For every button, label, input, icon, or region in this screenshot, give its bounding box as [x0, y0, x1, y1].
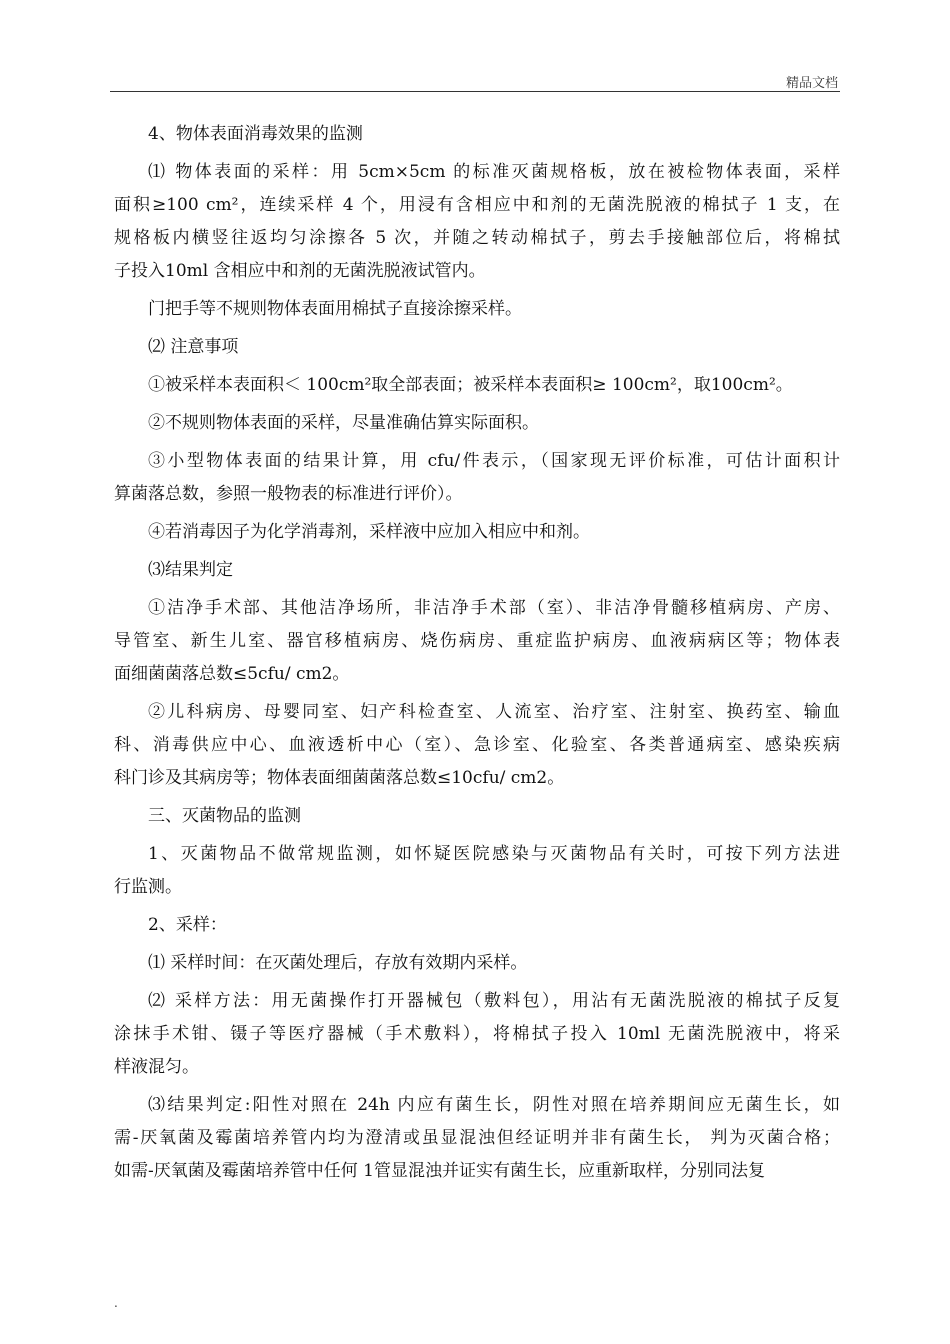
paragraph [114, 909, 840, 942]
text-line: 子投入10ml 含相应中和剂的无菌洗脱液试管内。 [114, 261, 486, 281]
text-line: 4、物体表面消毒效果的监测 [148, 124, 363, 144]
text-line: 三、灭菌物品的监测 [148, 806, 301, 826]
text-line: ⑶结果判定:阳性对照在 24h 内应有菌生长，阴性对照在培养期间应无菌生长，如 [148, 1095, 840, 1115]
paragraph [114, 331, 840, 364]
header-divider [110, 91, 840, 92]
text-line: ④若消毒因子为化学消毒剂，采样液中应加入相应中和剂。 [148, 522, 590, 542]
text-line: ⑶结果判定 [148, 560, 233, 580]
text-line: 面积≥100 cm²，连续采样 4 个，用浸有含相应中和剂的无菌洗脱液的棉拭子 1 支，在 [114, 195, 840, 215]
text-line: ②不规则物体表面的采样，尽量准确估算实际面积。 [148, 413, 539, 433]
text-line: 行监测。 [114, 877, 182, 897]
text-line: 科门诊及其病房等；物体表面细菌菌落总数≤10cfu/ cm2。 [114, 768, 565, 788]
text-line: ①被采样本表面积＜ 100cm²取全部表面；被采样本表面积≥ 100cm²，取100cm²。 [148, 375, 793, 395]
text-line: 面细菌菌落总数≤5cfu/ cm2。 [114, 664, 350, 684]
text-line: 1、灭菌物品不做常规监测，如怀疑医院感染与灭菌物品有关时，可按下列方法进 [148, 844, 840, 864]
text-line: ①洁净手术部、其他洁净场所，非洁净手术部（室）、非洁净骨髓移植病房、产房、 [148, 598, 840, 618]
paragraph [114, 947, 840, 980]
paragraph [114, 118, 840, 151]
text-line: 涂抹手术钳、镊子等医疗器械（手术敷料），将棉拭子投入 10ml 无菌洗脱液中，将采 [114, 1024, 840, 1044]
text-line: 算菌落总数，参照一般物表的标准进行评价）。 [114, 484, 463, 504]
paragraph [114, 800, 840, 833]
text-line: ③小型物体表面的结果计算，用 cfu/件表示，（国家现无评价标准，可估计面积计 [148, 451, 840, 471]
paragraph [114, 554, 840, 587]
paragraph [114, 407, 840, 440]
paragraph [114, 1089, 840, 1188]
paragraph [114, 592, 840, 691]
text-line: ⑴ 采样时间：在灭菌处理后，存放有效期内采样。 [148, 953, 528, 973]
footer-mark: . [114, 1296, 118, 1310]
paragraph [114, 445, 840, 511]
document-body [114, 118, 840, 1188]
text-line: 门把手等不规则物体表面用棉拭子直接涂擦采样。 [148, 299, 522, 319]
text-line: 需-厌氧菌及霉菌培养管内均为澄清或虽显混浊但经证明并非有菌生长， 判为灭菌合格； [114, 1128, 840, 1148]
paragraph [114, 985, 840, 1084]
paragraph [114, 156, 840, 288]
text-line: 导管室、新生儿室、器官移植病房、烧伤病房、重症监护病房、血液病病区等；物体表 [114, 631, 840, 651]
paragraph [114, 293, 840, 326]
text-line: 2、采样： [148, 915, 227, 935]
text-line: ⑵ 注意事项 [148, 337, 239, 357]
paragraph [114, 838, 840, 904]
text-line: ⑴ 物体表面的采样：用 5cm×5cm 的标准灭菌规格板，放在被检物体表面，采样 [148, 162, 840, 182]
text-line: ②儿科病房、母婴同室、妇产科检查室、人流室、治疗室、注射室、换药室、输血 [148, 702, 840, 722]
paragraph [114, 696, 840, 795]
page-header-label: 精品文档 [785, 76, 838, 91]
text-line: ⑵ 采样方法：用无菌操作打开器械包（敷料包），用沾有无菌洗脱液的棉拭子反复 [148, 991, 840, 1011]
text-line: 如需-厌氧菌及霉菌培养管中任何 1管显混浊并证实有菌生长，应重新取样，分别同法复 [114, 1161, 765, 1181]
text-line: 样液混匀。 [114, 1057, 199, 1077]
text-line: 科、消毒供应中心、血液透析中心（室）、急诊室、化验室、各类普通病室、感染疾病 [114, 735, 840, 755]
paragraph [114, 516, 840, 549]
text-line: 规格板内横竖往返均匀涂擦各 5 次，并随之转动棉拭子，剪去手接触部位后，将棉拭 [114, 228, 840, 248]
paragraph [114, 369, 840, 402]
